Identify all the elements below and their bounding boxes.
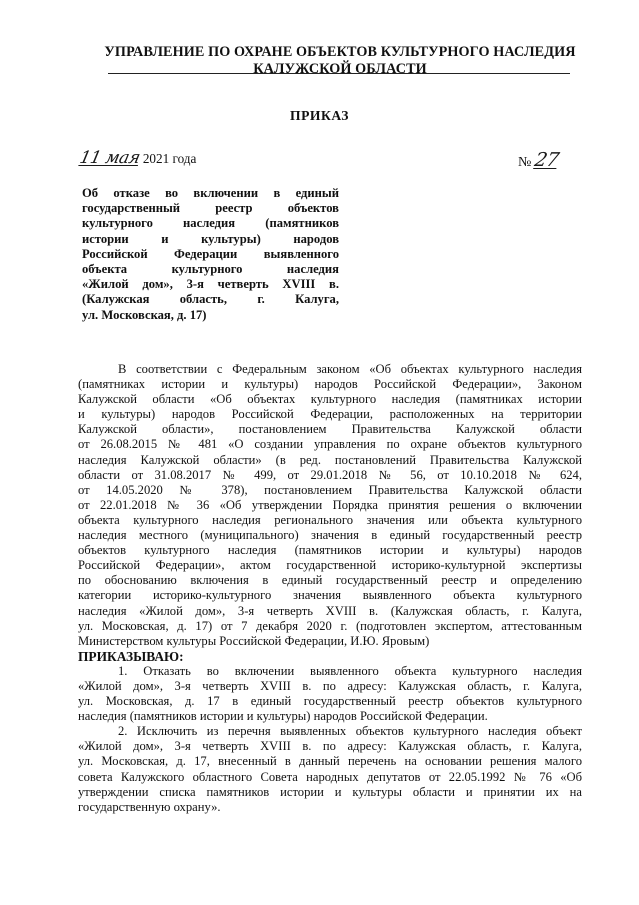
number-sign: №	[518, 155, 532, 170]
org-name-line-2: КАЛУЖСКОЙ ОБЛАСТИ	[253, 61, 427, 77]
body-line: Калужской области «Об объектах культурного наследия (памятниках истории	[78, 392, 582, 407]
printed-year: 2021 года	[142, 151, 197, 166]
order-subject	[82, 186, 339, 323]
subject-line: ул. Московская, д. 17)	[82, 307, 207, 322]
body-line: В соответствии с Федеральным законом «Об объектах культурного наследия	[118, 362, 582, 376]
body-line: «Жилой дом», 3-я четверть XVIII в. по адресу: Калужская область, г. Калуга,	[78, 678, 582, 693]
body-line: от 14.05.2020 № 378), постановлением Правительства Калужской области	[78, 482, 582, 497]
body-line: государственную охрану».	[78, 799, 221, 814]
body-line: по обоснованию включения в единый государственный реестр и определению	[78, 573, 582, 588]
subject-line: государственный реестр объектов	[82, 201, 339, 216]
body-line: 2. Исключить из перечня выявленных объектов культурного наследия объект	[118, 724, 582, 739]
order-word: ПРИКАЗЫВАЮ:	[78, 648, 184, 664]
subject-line: истории и культуры) народов	[82, 231, 339, 246]
body-line: «Жилой дом», 3-я четверть XVIII в. по адресу: Калужская область, г. Калуга,	[78, 739, 582, 754]
body-line: утверждении списка памятников истории и культуры области и принятии их на	[78, 784, 582, 799]
document-title: ПРИКАЗ	[290, 108, 349, 123]
subject-line: Российской Федерации выявленного	[82, 246, 339, 261]
body-line: области от 31.08.2017 № 499, от 29.01.2018 № 56, от 10.10.2018 № 624,	[78, 467, 582, 482]
document-body	[78, 362, 582, 815]
body-line: Министерством культуры Российской Федерации, И.Ю. Яровым)	[78, 633, 430, 648]
body-line: от 26.08.2015 № 481 «О создании управления по охране объектов культурного	[78, 437, 582, 452]
body-line: объекта культурного наследия регионального значения или объекта культурного	[78, 512, 582, 527]
body-line: (памятниках истории и культуры) народов Российской Федерации», Законом	[78, 377, 582, 392]
preamble-paragraph	[78, 362, 582, 649]
subject-line: культурного наследия (памятников	[82, 216, 339, 231]
body-line: 1. Отказать во включении выявленного объекта культурного наследия	[118, 663, 582, 678]
body-line: наследия местного (муниципального) значения в единый государственный реестр	[78, 528, 582, 543]
header-rule	[108, 73, 570, 74]
body-line: Калужской области», постановлением Правительства Калужской области	[78, 422, 582, 437]
body-line: ул. Московская, д. 17) от 7 декабря 2020 г. (подготовлен экспертом, аттестованным	[78, 618, 582, 633]
body-line: ул. Московская, д. 17, внесенный в данный перечень на основании решения малого	[78, 754, 582, 769]
body-line: ул. Московская, д. 17 в единый государственный реестр объектов культурного	[78, 694, 582, 709]
order-date	[77, 146, 197, 170]
handwritten-number: 27	[532, 149, 561, 171]
body-line: категории историко-культурного значения выявленного объекта культурного	[78, 588, 582, 603]
org-name-line-1: УПРАВЛЕНИЕ ПО ОХРАНЕ ОБЪЕКТОВ КУЛЬТУРНОГО НАСЛЕДИЯ	[104, 44, 576, 60]
order-item-1	[78, 664, 582, 724]
subject-line: (Калужская область, г. Калуга,	[82, 292, 339, 307]
body-line: наследия Калужской области» (в ред. постановлений Правительства Калужской	[78, 452, 582, 467]
order-number	[518, 148, 561, 172]
body-line: Российской Федерации», актом государственной историко-культурной экспертизы	[78, 558, 582, 573]
order-item-2	[78, 724, 582, 815]
body-line: наследия (памятников истории и культуры) народов Российской Федерации.	[78, 709, 488, 724]
subject-line: Об отказе во включении в единый	[82, 186, 339, 200]
body-line: наследия «Жилой дом», 3-я четверть XVIII в. (Калужская область, г. Калуга,	[78, 603, 582, 618]
subject-line: объекта культурного наследия	[82, 262, 339, 277]
handwritten-date: 11 мая	[77, 148, 142, 168]
body-line: объектов культурного наследия (памятников истории и культуры) народов	[78, 543, 582, 558]
body-line: совета Калужского областного Совета народных депутатов от 22.05.1992 № 76 «Об	[78, 769, 582, 784]
body-line: и культуры) народов Российской Федерации, расположенных на территории	[78, 407, 582, 422]
body-line: от 22.01.2018 № 36 «Об утверждении Порядка принятия решения о включении	[78, 497, 582, 512]
subject-line: «Жилой дом», 3-я четверть XVIII в.	[82, 277, 339, 292]
